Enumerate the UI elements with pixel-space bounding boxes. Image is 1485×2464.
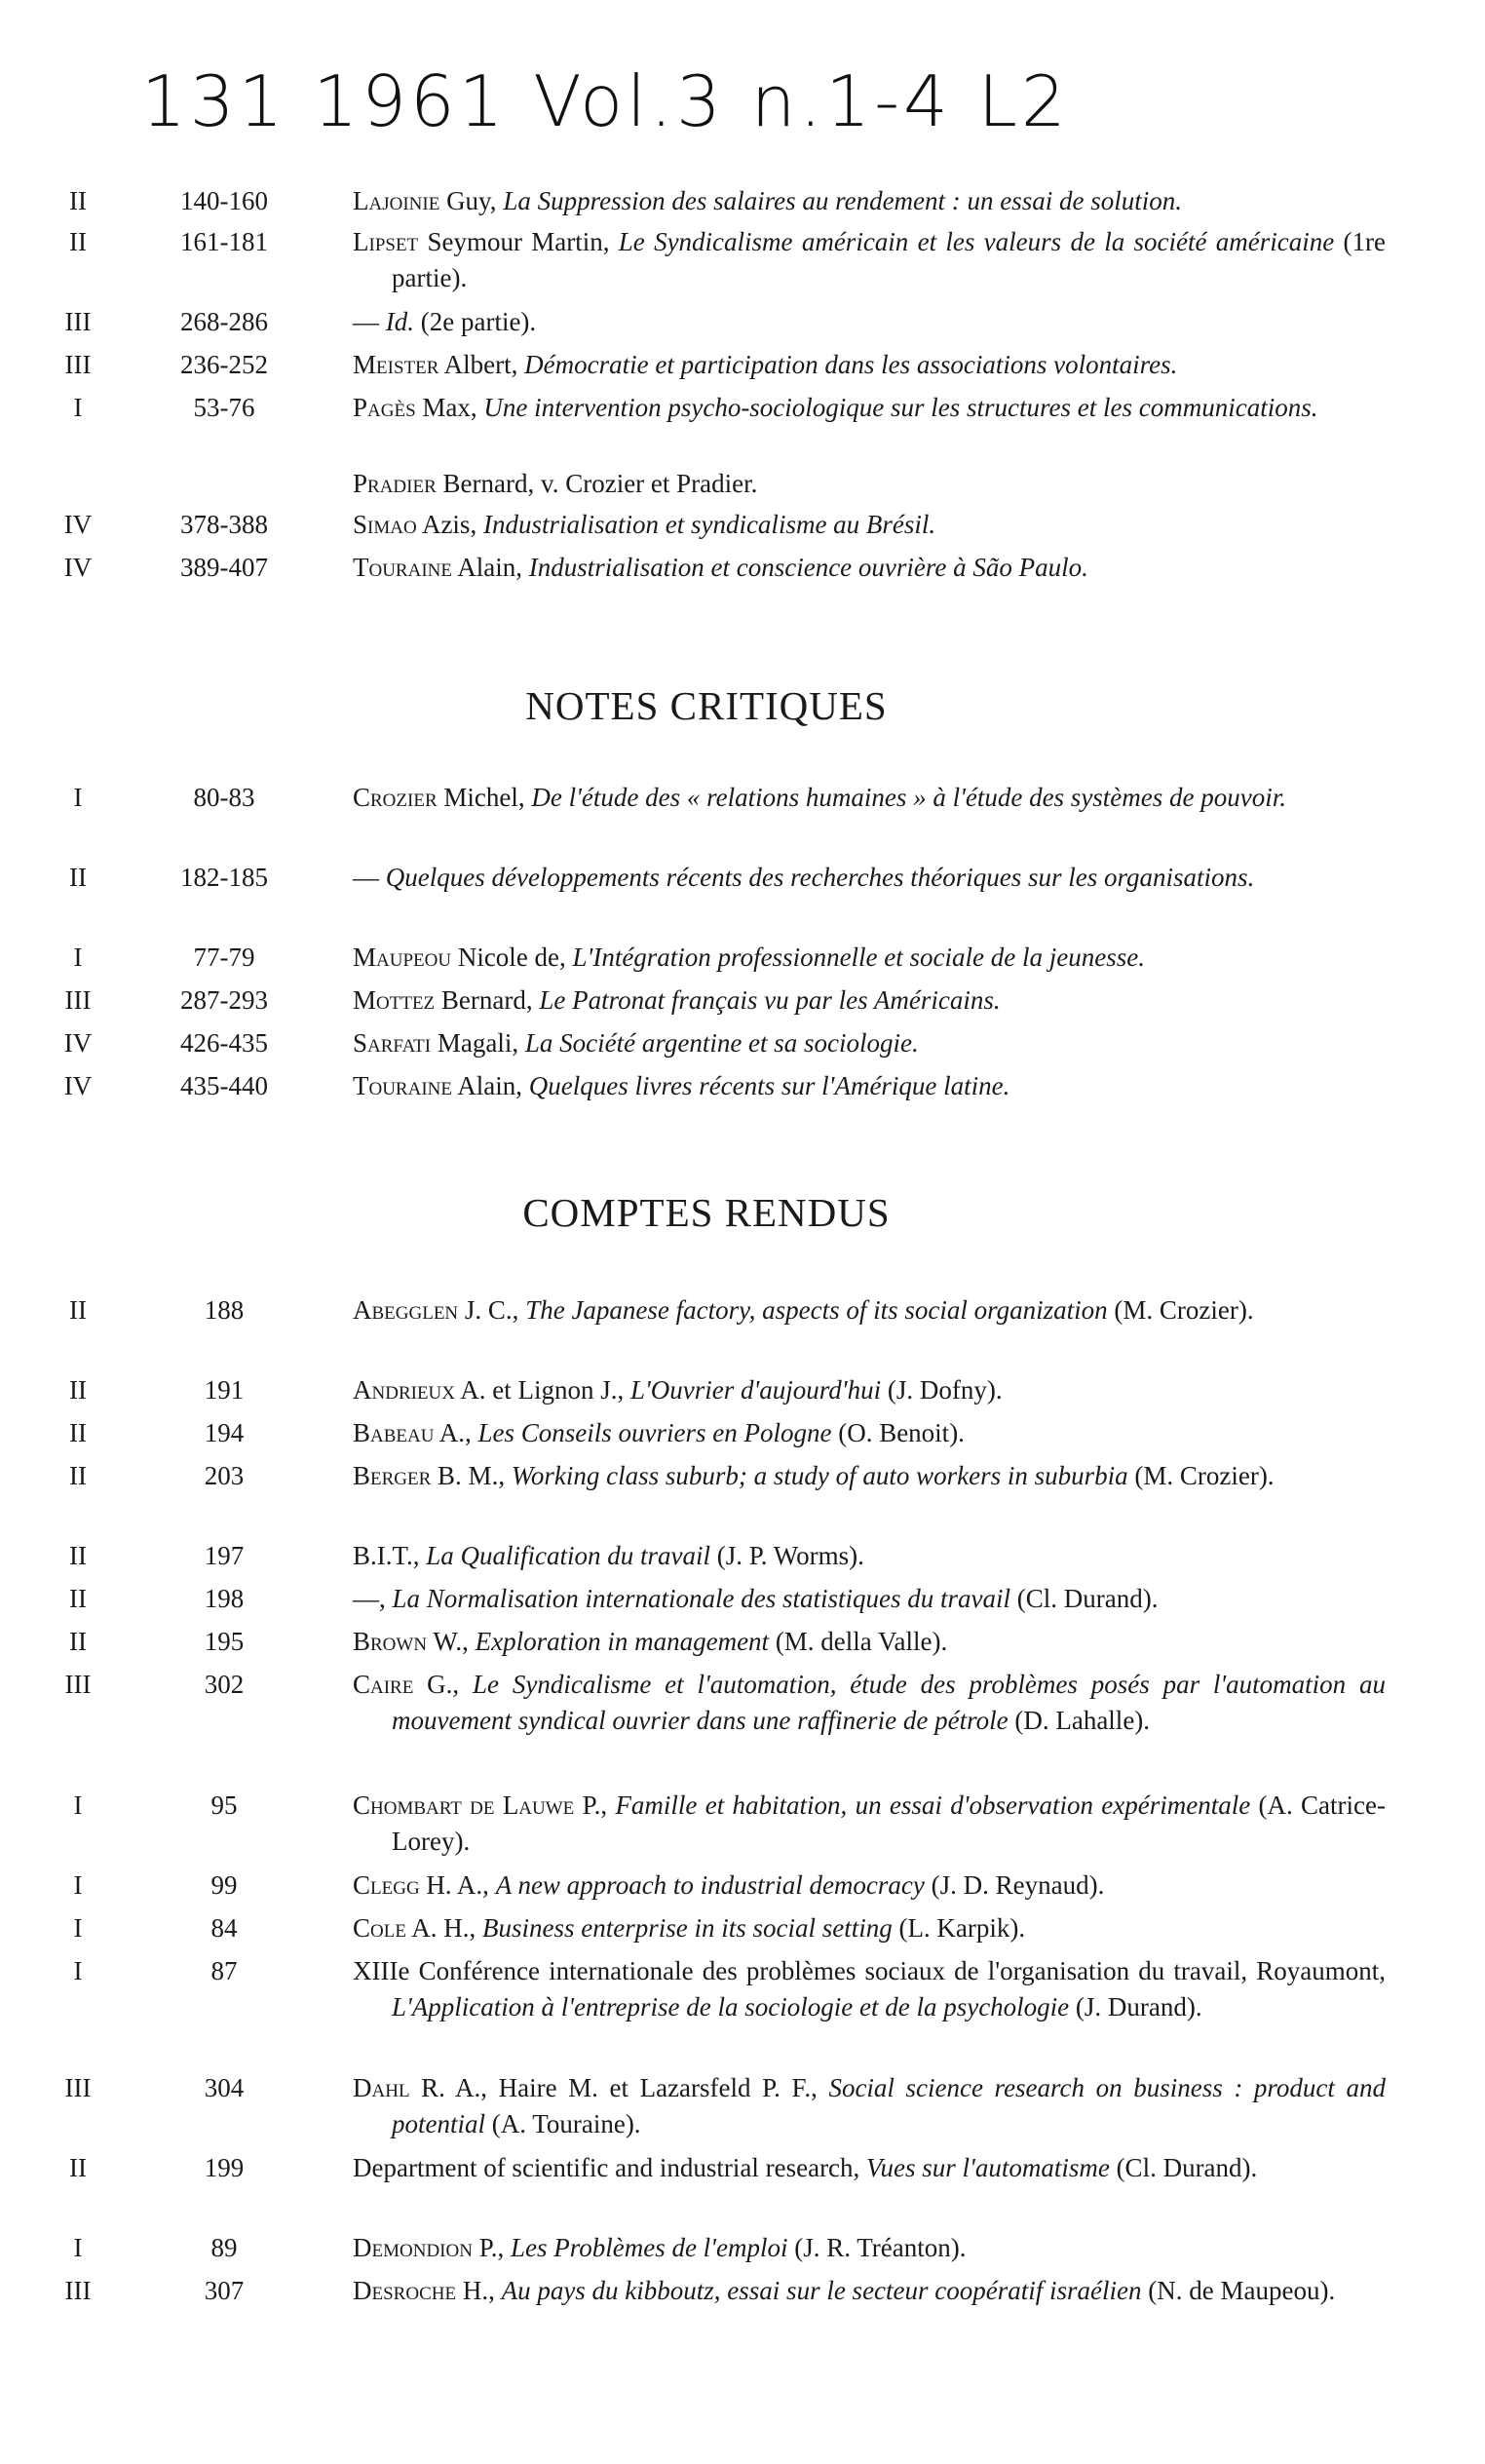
author-name: Meister	[353, 350, 439, 379]
entry-text	[353, 1953, 1386, 2025]
entry-tail: (J. Durand).	[1069, 1992, 1202, 2021]
entry-details: Bernard, v. Crozier et Pradier.	[436, 469, 758, 498]
work-title: Industrialisation et conscience ouvrière à São Paulo.	[528, 553, 1088, 582]
volume-number: III	[64, 1670, 92, 1699]
page-range: 236-252	[180, 350, 268, 379]
entry-text	[353, 1624, 1386, 1660]
reviews-heading: COMPTES RENDUS	[522, 1190, 891, 1235]
entry-details: Guy,	[439, 186, 504, 215]
work-title: Les Problèmes de l'emploi	[510, 2233, 788, 2262]
work-title: The Japanese factory, aspects of its social organization	[525, 1295, 1108, 1325]
author-name: Abegglen	[353, 1295, 459, 1325]
entry-text	[353, 860, 1386, 896]
entry-text	[353, 1788, 1386, 1860]
page-range: 268-286	[180, 307, 268, 336]
entry-details: Nicole de,	[451, 943, 573, 972]
volume-number: IV	[63, 553, 93, 582]
entry-details: Bernard,	[435, 985, 540, 1015]
author-name: Brown	[353, 1627, 428, 1656]
page-range: 77-79	[193, 943, 255, 972]
entry-details: XIIIe Conférence internationale des problèmes sociaux de l'organisation du travail, Royaumont,	[353, 1956, 1386, 1985]
work-title: Business enterprise in its social setting	[481, 1913, 893, 1943]
page-range: 89	[210, 2233, 238, 2262]
entry-tail: (J. P. Worms).	[710, 1541, 864, 1570]
entry-details: Alain,	[451, 553, 529, 582]
entry-text	[353, 347, 1386, 383]
volume-number: II	[69, 863, 87, 892]
page-range: 53-76	[193, 393, 255, 422]
work-title: Démocratie et participation dans les associations volontaires.	[524, 350, 1178, 379]
entry-text	[353, 550, 1386, 586]
work-title: Vues sur l'automatisme	[866, 2153, 1110, 2182]
page-range: 80-83	[193, 783, 255, 812]
entry-details: B. M.,	[431, 1461, 512, 1490]
page-range: 198	[204, 1584, 245, 1613]
entry-text	[353, 507, 1386, 543]
work-title: Une intervention psycho-sociologique sur les structures et les communications.	[483, 393, 1318, 422]
entry-tail: (Cl. Durand).	[1010, 1584, 1159, 1613]
entry-text	[353, 1068, 1386, 1104]
author-name: Crozier	[353, 783, 438, 812]
entry-details: W.,	[427, 1627, 476, 1656]
author-name: Babeau	[353, 1418, 435, 1447]
volume-number: I	[73, 1790, 83, 1820]
entry-details: A. et Lignon J.,	[455, 1375, 630, 1405]
volume-number: II	[69, 2153, 87, 2182]
entry-text	[353, 2070, 1386, 2142]
volume-number: III	[64, 2276, 92, 2305]
entry-tail: (Cl. Durand).	[1109, 2153, 1258, 2182]
entry-details: A. H.,	[405, 1913, 482, 1943]
entry-text	[353, 466, 1386, 502]
entry-tail: (2e partie).	[414, 307, 537, 336]
entry-details: Michel,	[437, 783, 532, 812]
entry-text	[353, 1025, 1386, 1061]
work-title: Quelques livres récents sur l'Amérique latine.	[528, 1071, 1010, 1100]
volume-number: I	[73, 783, 83, 812]
page-range: 191	[204, 1375, 245, 1405]
volume-number: II	[69, 1584, 87, 1613]
entry-details: H. A.,	[419, 1870, 496, 1900]
author-name: Berger	[353, 1461, 432, 1490]
entry-details: Max,	[415, 393, 484, 422]
entry-details: Magali,	[431, 1028, 525, 1058]
page-range: 287-293	[180, 985, 268, 1015]
volume-number: II	[69, 186, 87, 215]
entry-details: Department of scientific and industrial research,	[353, 2153, 867, 2182]
work-title: Id.	[385, 307, 414, 336]
page-range: 378-388	[180, 510, 268, 539]
volume-number: I	[73, 393, 83, 422]
work-title: L'Intégration professionnelle et sociale de la jeunesse.	[572, 943, 1145, 972]
entry-text	[353, 224, 1386, 296]
volume-number: III	[64, 307, 92, 336]
work-title: Au pays du kibboutz, essai sur le secteur coopératif israélien	[501, 2276, 1142, 2305]
entry-text	[353, 2273, 1386, 2309]
author-name: Cole	[353, 1913, 406, 1943]
volume-number: I	[73, 943, 83, 972]
page-range: 99	[210, 1870, 238, 1900]
page-range: 304	[204, 2073, 245, 2102]
entry-tail: (O. Benoit).	[831, 1418, 965, 1447]
work-title: Industrialisation et syndicalisme au Brésil.	[482, 510, 936, 539]
entry-details: —,	[353, 1584, 393, 1613]
entry-text	[353, 780, 1386, 816]
page-range: 389-407	[180, 553, 268, 582]
entry-text	[353, 1372, 1386, 1408]
page-range: 197	[204, 1541, 245, 1570]
entry-text	[353, 1867, 1386, 1904]
page-range: 84	[210, 1913, 238, 1943]
entry-details: P.,	[472, 2233, 511, 2262]
volume-number: II	[69, 1541, 87, 1570]
volume-number: II	[69, 1418, 87, 1447]
entry-details: G.,	[413, 1670, 474, 1699]
volume-number: III	[64, 985, 92, 1015]
author-name: Desroche	[353, 2276, 457, 2305]
entry-tail: (M. della Valle).	[769, 1627, 948, 1656]
entry-text	[353, 304, 1386, 340]
work-title: Le Patronat français vu par les Américains.	[539, 985, 1001, 1015]
entry-details: R. A., Haire M. et Lazarsfeld P. F.,	[409, 2073, 829, 2102]
volume-number: I	[73, 1956, 83, 1985]
author-name: Mottez	[353, 985, 436, 1015]
entry-text	[353, 1538, 1386, 1574]
entry-details: H.,	[456, 2276, 502, 2305]
work-title: Social science research on business : product and potential	[392, 2073, 1386, 2138]
page-range: 199	[204, 2153, 245, 2182]
author-name: Lipset	[353, 227, 419, 256]
entry-text	[353, 2230, 1386, 2266]
author-name: Touraine	[353, 553, 452, 582]
author-name: Andrieux	[353, 1375, 455, 1405]
entry-details: —	[353, 307, 386, 336]
entry-details: Azis,	[416, 510, 483, 539]
notes-heading: NOTES CRITIQUES	[525, 683, 888, 728]
author-name: Maupeou	[353, 943, 452, 972]
work-title: La Suppression des salaires au rendement : un essai de solution.	[503, 186, 1183, 215]
page-range: 426-435	[180, 1028, 268, 1058]
entry-text	[353, 1910, 1386, 1946]
entry-tail: (M. Crozier).	[1127, 1461, 1275, 1490]
entry-tail: (A. Catrice-Lorey).	[392, 1790, 1386, 1856]
work-title: Le Syndicalisme américain et les valeurs de la société américaine	[618, 227, 1335, 256]
volume-number: I	[73, 1870, 83, 1900]
volume-number: III	[64, 350, 92, 379]
page-range: 95	[210, 1790, 238, 1820]
entry-details: P.,	[574, 1790, 616, 1820]
entry-tail: (D. Lahalle).	[1008, 1706, 1151, 1735]
page-range: 140-160	[180, 186, 268, 215]
entry-text	[353, 1581, 1386, 1617]
entry-details: —	[353, 863, 386, 892]
entry-tail: (A. Touraine).	[485, 2109, 641, 2138]
entry-text	[353, 1415, 1386, 1451]
author-name: Simao	[353, 510, 417, 539]
entry-details: J. C.,	[458, 1295, 526, 1325]
page-range: 302	[204, 1670, 245, 1699]
entry-details: B.I.T.,	[353, 1541, 427, 1570]
page-range: 203	[204, 1461, 245, 1490]
work-title: L'Application à l'entreprise de la sociologie et de la psychologie	[392, 1992, 1070, 2021]
volume-number: I	[73, 2233, 83, 2262]
author-name: Chombart de Lauwe	[353, 1790, 575, 1820]
work-title: Quelques développements récents des recherches théoriques sur les organisations.	[385, 863, 1255, 892]
work-title: Exploration in management	[475, 1627, 770, 1656]
work-title: Les Conseils ouvriers en Pologne	[477, 1418, 832, 1447]
volume-number: II	[69, 227, 87, 256]
author-name: Touraine	[353, 1071, 452, 1100]
work-title: La Normalisation internationale des statistiques du travail	[392, 1584, 1011, 1613]
entry-text	[353, 1292, 1386, 1328]
work-title: La Qualification du travail	[426, 1541, 711, 1570]
author-name: Caire	[353, 1670, 414, 1699]
volume-number: IV	[63, 1071, 93, 1100]
entry-text	[353, 390, 1386, 426]
entry-details: A.,	[434, 1418, 478, 1447]
volume-number: II	[69, 1627, 87, 1656]
entry-text	[353, 940, 1386, 976]
volume-number: III	[64, 2073, 92, 2102]
author-name: Demondion	[353, 2233, 473, 2262]
page-range: 161-181	[180, 227, 268, 256]
entry-tail: (N. de Maupeou).	[1141, 2276, 1336, 2305]
work-title: A new approach to industrial democracy	[495, 1870, 925, 1900]
entry-details: Seymour Martin,	[418, 227, 619, 256]
entry-text	[353, 982, 1386, 1019]
page-range: 87	[210, 1956, 238, 1985]
work-title: La Société argentine et sa sociologie.	[524, 1028, 919, 1058]
page-range: 194	[204, 1418, 245, 1447]
entry-text	[353, 1667, 1386, 1739]
entry-text	[353, 1458, 1386, 1494]
volume-number: I	[73, 1913, 83, 1943]
page-range: 182-185	[180, 863, 268, 892]
page-range: 195	[204, 1627, 245, 1656]
author-name: Pagès	[353, 393, 416, 422]
entry-tail: (1re partie).	[392, 227, 1386, 292]
volume-number: II	[69, 1295, 87, 1325]
entry-tail: (M. Crozier).	[1107, 1295, 1254, 1325]
author-name: Lajoinie	[353, 186, 440, 215]
author-name: Clegg	[353, 1870, 420, 1900]
work-title: Le Syndicalisme et l'automation, étude des problèmes posés par l'automation au mouvement syndical ouvrier dans une raffinerie de pétrole	[392, 1670, 1387, 1735]
work-title: Famille et habitation, un essai d'observation expérimentale	[615, 1790, 1251, 1820]
volume-number: IV	[63, 510, 93, 539]
entry-details: Alain,	[451, 1071, 529, 1100]
entry-text	[353, 183, 1386, 219]
work-title: De l'étude des « relations humaines » à l'étude des systèmes de pouvoir.	[531, 783, 1287, 812]
entry-text	[353, 2150, 1386, 2186]
entry-tail: (J. R. Tréanton).	[787, 2233, 967, 2262]
page-range: 307	[204, 2276, 245, 2305]
handwritten-note: 131 1961 Vol.3 n.1-4 L2	[141, 60, 1070, 142]
entry-tail: (J. Dofny).	[881, 1375, 1003, 1405]
entry-details: Albert,	[438, 350, 525, 379]
work-title: Working class suburb; a study of auto workers in suburbia	[511, 1461, 1128, 1490]
volume-number: IV	[63, 1028, 93, 1058]
entry-tail: (J. D. Reynaud).	[924, 1870, 1105, 1900]
author-name: Dahl	[353, 2073, 410, 2102]
volume-number: II	[69, 1375, 87, 1405]
volume-number: II	[69, 1461, 87, 1490]
page-range: 188	[204, 1295, 245, 1325]
entry-tail: (L. Karpik).	[892, 1913, 1026, 1943]
page-range: 435-440	[180, 1071, 268, 1100]
author-name: Sarfati	[353, 1028, 432, 1058]
author-name: Pradier	[353, 469, 437, 498]
work-title: L'Ouvrier d'aujourd'hui	[630, 1375, 882, 1405]
